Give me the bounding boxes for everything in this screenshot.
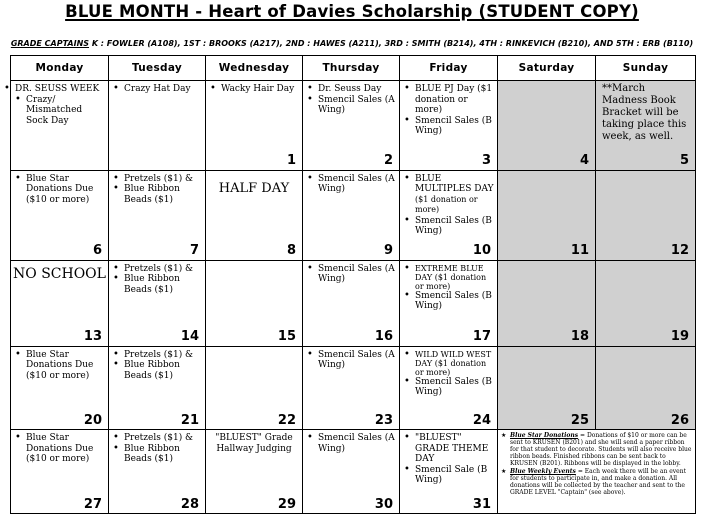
day-number: 5 <box>679 153 689 169</box>
day-number: 4 <box>579 153 589 169</box>
day-cell <box>206 170 303 260</box>
day-cell <box>303 260 400 346</box>
event-item: • Crazy/ Mismatched Sock Day <box>26 95 105 127</box>
day-cell <box>400 260 498 346</box>
day-cell <box>596 170 696 260</box>
day-number: 15 <box>277 329 296 344</box>
day-cell <box>206 81 303 171</box>
day-number: 25 <box>570 412 589 428</box>
day-header-monday: Monday <box>11 56 109 81</box>
day-cell <box>206 346 303 430</box>
captains-label: GRADE CAPTAINS <box>10 39 90 48</box>
day-number: 28 <box>180 496 199 512</box>
event-item: • WILD WILD WEST DAY ($1 donation or more) <box>415 350 494 377</box>
day-number: 3 <box>481 153 491 169</box>
event-item: • Pretzels ($1) & <box>124 174 202 185</box>
half-day-label: HALF DAY <box>218 180 290 196</box>
notes-cell <box>498 430 696 514</box>
day-number: 13 <box>83 329 102 344</box>
day-number: 2 <box>383 153 393 169</box>
event-item: • Blue Star Donations Due ($10 or more) <box>26 350 105 382</box>
day-number: 9 <box>383 243 393 259</box>
day-cell <box>11 170 109 260</box>
day-cell <box>303 430 400 514</box>
day-number: 26 <box>670 412 689 428</box>
day-cell <box>109 260 206 346</box>
event-item: • Blue Star Donations Due ($10 or more) <box>26 433 105 465</box>
grade-captains <box>0 39 704 48</box>
day-number: 29 <box>277 496 296 512</box>
day-header-saturday: Saturday <box>498 56 596 81</box>
event-item: • Blue Ribbon Beads ($1) <box>124 274 202 295</box>
note-blue-weekly: ★ Blue Weekly Events = Each week there will be an event for students to participate in, and make a donation. All donations will be collected by the teacher and sent to the GRADE LEVEL "Captain" (see above). <box>501 468 692 496</box>
day-header-thursday: Thursday <box>303 56 400 81</box>
event-item: • Blue Ribbon Beads ($1) <box>124 184 202 205</box>
event-item: • Wacky Hair Day <box>221 84 299 95</box>
event-item: • Smencil Sales (A Wing) <box>318 433 396 454</box>
event-item: • Dr. Seuss Day <box>318 84 396 95</box>
day-cell <box>206 260 303 346</box>
day-number: 17 <box>472 329 491 344</box>
event-item: • BLUE PJ Day ($1 donation or more) <box>415 84 494 116</box>
day-cell <box>498 81 596 171</box>
event-item: • Pretzels ($1) & <box>124 433 202 444</box>
day-cell <box>596 346 696 430</box>
day-number: 11 <box>570 243 589 259</box>
event-item: • Blue Ribbon Beads ($1) <box>124 360 202 381</box>
event-item: • Smencil Sales (B Wing) <box>415 377 494 398</box>
day-number: 31 <box>472 496 491 512</box>
event-item: • Pretzels ($1) & <box>124 350 202 361</box>
day-cell <box>11 81 109 171</box>
event-item: • Smencil Sale (B Wing) <box>415 465 494 486</box>
day-number: 12 <box>670 243 689 259</box>
day-cell <box>596 81 696 171</box>
sunday-note: **March Madness Book Bracket will be taking place this week, as well. <box>602 83 687 142</box>
captains-text: K : FOWLER (A108), 1ST : BROOKS (A217), 2ND : HAWES (A211), 3RD : SMITH (B214), 4TH : RINKEVICH (B210), AND 5TH : ERB (B110) <box>89 39 694 48</box>
event-item: • Smencil Sales (A Wing) <box>318 350 396 371</box>
day-cell <box>303 346 400 430</box>
event-item: • Blue Star Donations Due ($10 or more) <box>26 174 105 206</box>
day-cell <box>400 170 498 260</box>
day-number: 22 <box>277 412 296 428</box>
event-item: "BLUEST" Grade Hallway Judging <box>215 433 293 454</box>
day-number: 10 <box>472 243 491 259</box>
day-number: 8 <box>286 243 296 259</box>
event-item: • Smencil Sales (A Wing) <box>318 95 396 116</box>
day-cell <box>498 170 596 260</box>
day-header-sunday: Sunday <box>596 56 696 81</box>
day-number: 16 <box>374 329 393 344</box>
event-item: • Smencil Sales (B Wing) <box>415 216 494 237</box>
page-title: BLUE MONTH - Heart of Davies Scholarship (STUDENT COPY) <box>65 2 639 21</box>
day-cell <box>303 170 400 260</box>
day-cell <box>11 346 109 430</box>
day-number: 27 <box>83 496 102 512</box>
day-header-tuesday: Tuesday <box>109 56 206 81</box>
event-item: • Smencil Sales (B Wing) <box>415 291 494 312</box>
no-school-label: NO SCHOOL <box>13 265 106 282</box>
day-cell <box>11 260 109 346</box>
day-cell <box>11 430 109 514</box>
day-number: 7 <box>189 243 199 259</box>
day-number: 14 <box>180 329 199 344</box>
day-header-friday: Friday <box>400 56 498 81</box>
note-blue-star: ★ Blue Star Donations = Donations of $10 or more can be sent to KRUSEN (B201) and she will send a paper ribbon for that student to decorate. Students will also receive blue ribbon beads. Finished ribbons can be sent back to KRUSEN (B201). Ribbons will be displayed in the lobby. <box>501 432 692 467</box>
day-cell <box>400 81 498 171</box>
day-cell <box>498 260 596 346</box>
day-number: 19 <box>670 329 689 344</box>
event-item: • Crazy Hat Day <box>124 84 202 95</box>
day-number: 6 <box>92 243 102 259</box>
event-item: • Smencil Sales (A Wing) <box>318 264 396 285</box>
day-cell <box>400 346 498 430</box>
day-header-wednesday: Wednesday <box>206 56 303 81</box>
day-cell <box>303 81 400 171</box>
day-cell <box>596 260 696 346</box>
day-cell <box>109 430 206 514</box>
day-number: 24 <box>472 412 491 428</box>
event-item: • Smencil Sales (A Wing) <box>318 174 396 195</box>
day-cell <box>109 346 206 430</box>
day-number: 23 <box>374 412 393 428</box>
day-cell <box>498 346 596 430</box>
day-number: 30 <box>374 496 393 512</box>
day-cell <box>206 430 303 514</box>
day-cell <box>400 430 498 514</box>
day-number: 18 <box>570 329 589 344</box>
event-item: • DR. SEUSS WEEK <box>15 84 105 95</box>
event-item: • Blue Ribbon Beads ($1) <box>124 444 202 465</box>
event-item: • Pretzels ($1) & <box>124 264 202 275</box>
event-item: • "BLUEST" GRADE THEME DAY <box>415 433 494 465</box>
day-number: 20 <box>83 412 102 428</box>
day-number: 1 <box>286 153 296 169</box>
event-item: • Smencil Sales (B Wing) <box>415 116 494 137</box>
event-item: • BLUE MULTIPLES DAY ($1 donation or more) <box>415 174 494 216</box>
event-item: • EXTREME BLUE DAY ($1 donation or more) <box>415 264 494 291</box>
calendar-table <box>10 55 696 514</box>
day-number: 21 <box>180 412 199 428</box>
day-cell <box>109 81 206 171</box>
day-cell <box>109 170 206 260</box>
